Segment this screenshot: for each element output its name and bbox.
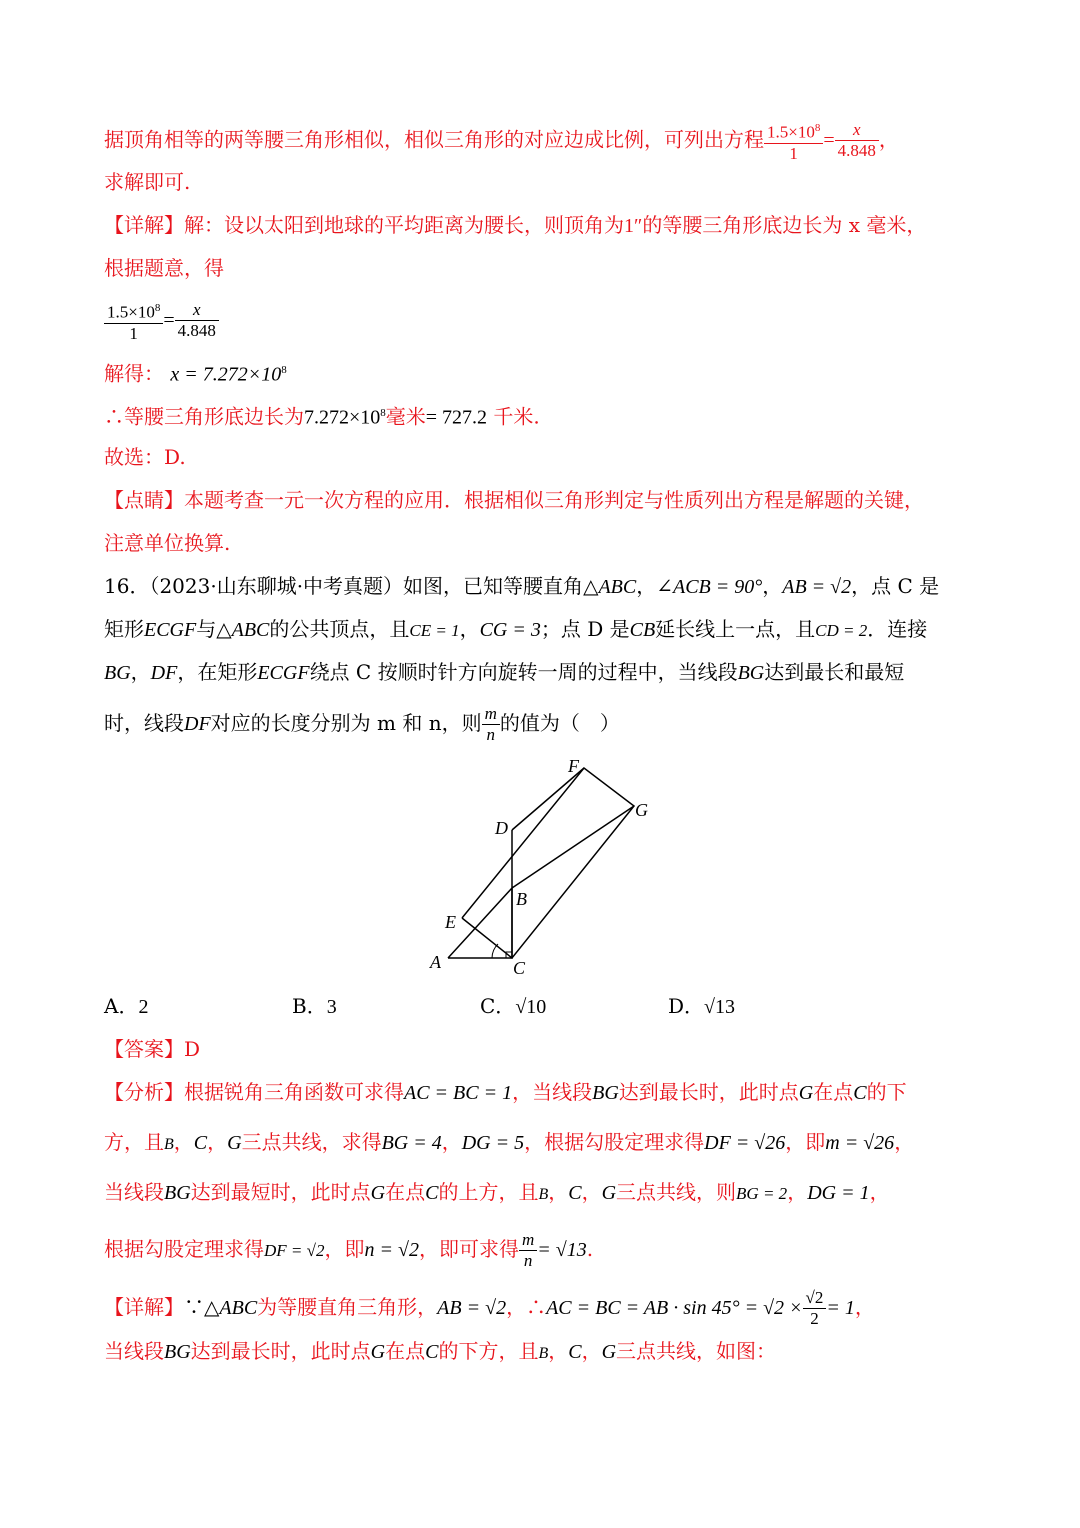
- value: 3: [326, 996, 337, 1018]
- expr: x = 7.272×10: [170, 363, 282, 386]
- t: ．连接: [867, 617, 928, 641]
- option-b[interactable]: [292, 992, 337, 1021]
- tag: 【点睛】: [104, 488, 184, 512]
- t: ，: [548, 1339, 569, 1363]
- t: 三点共线，如图：: [616, 1339, 777, 1363]
- tag: 【分析】: [104, 1080, 184, 1104]
- m: CB: [629, 619, 656, 641]
- m: C: [425, 1182, 439, 1204]
- triangle-ABC: [448, 888, 512, 958]
- label-B: B: [516, 889, 527, 909]
- m: m = √26: [825, 1132, 895, 1154]
- text-span: 千米.: [487, 404, 540, 429]
- expr: 7.272×10: [304, 406, 381, 429]
- t: 达到最长和最短: [764, 660, 905, 684]
- m: G: [370, 1182, 386, 1204]
- t: .: [586, 1237, 594, 1261]
- t: 的下方，且: [438, 1339, 539, 1363]
- m: AC = BC = AB · sin 45° = √2 ×: [546, 1297, 803, 1319]
- m: CE = 1: [409, 621, 460, 640]
- den: 1: [789, 143, 798, 163]
- num: 1.5×10: [767, 122, 815, 142]
- fraction: [835, 120, 879, 161]
- t: ，点 C 是: [851, 574, 940, 598]
- label-E: E: [445, 912, 456, 932]
- label: D．: [668, 994, 705, 1018]
- label-G: G: [635, 800, 648, 820]
- text-span: ∴等腰三角形底边长为: [104, 404, 304, 429]
- m: C: [193, 1132, 208, 1154]
- m: ∠ACB = 90°: [656, 576, 763, 598]
- den: 4.848: [837, 141, 876, 161]
- m: G: [370, 1341, 386, 1363]
- den: n: [486, 725, 495, 744]
- equation-line: [104, 298, 980, 344]
- t: 当线段: [104, 1339, 164, 1363]
- t: ；点 D 是: [540, 617, 630, 641]
- t: ，: [441, 1130, 462, 1154]
- m: AB = √2: [782, 576, 852, 598]
- m: G: [601, 1341, 617, 1363]
- comment-line-2: 注意单位换算.: [104, 531, 231, 555]
- m: BG: [164, 1182, 191, 1204]
- detail-q16-line-2: [104, 1337, 980, 1368]
- label-A: A: [430, 952, 441, 972]
- m: CD = 2: [815, 621, 868, 640]
- conclusion-line: [104, 399, 980, 432]
- analysis-line-3: [104, 1178, 980, 1209]
- m: G: [227, 1132, 242, 1154]
- m: AC = BC = 1: [404, 1082, 513, 1104]
- den: 4.848: [177, 321, 216, 341]
- label: 解得：: [104, 361, 164, 386]
- exp: 8: [814, 122, 821, 134]
- num: x: [175, 300, 219, 321]
- den: 1: [129, 323, 138, 343]
- t: 在点: [385, 1339, 426, 1363]
- t: 对应的长度分别为 m 和 n，则: [210, 711, 482, 735]
- t: ，即可求得: [418, 1237, 519, 1261]
- label: C．: [480, 994, 516, 1018]
- tag: 【详解】: [104, 213, 184, 237]
- m: BG: [737, 662, 765, 684]
- t: ，: [636, 574, 657, 598]
- m: BG = 4: [381, 1132, 442, 1154]
- value: √10: [515, 996, 547, 1018]
- segment-BG: [512, 806, 634, 888]
- m: AB = √2: [437, 1297, 507, 1319]
- answer-line: [104, 1035, 980, 1063]
- m: C: [568, 1182, 582, 1204]
- t: ，在矩形: [177, 660, 258, 684]
- t: 方，且: [104, 1130, 164, 1154]
- m: △ABC: [216, 619, 270, 641]
- value: D: [184, 1037, 201, 1061]
- den: n: [523, 1251, 533, 1270]
- exp: 8: [281, 364, 287, 376]
- value: √13: [704, 996, 736, 1018]
- choice-line: 故选：D.: [104, 445, 186, 469]
- m: DF: [150, 662, 178, 684]
- option-c[interactable]: [480, 992, 546, 1021]
- m: DF = √2: [264, 1241, 325, 1260]
- expr: = 727.2: [425, 406, 488, 429]
- t: 延长线上一点，且: [655, 617, 816, 641]
- t: ，∴: [506, 1295, 547, 1319]
- eq: =: [823, 129, 835, 152]
- t: 为等腰直角三角形，: [257, 1295, 438, 1319]
- exp: 8: [154, 302, 161, 314]
- value: 2: [138, 996, 149, 1018]
- m: DF: [184, 713, 211, 735]
- text-span: 的等腰三角形底边长为 x 毫米，: [642, 213, 927, 237]
- degree: 1″: [624, 215, 643, 237]
- m: BG: [592, 1082, 619, 1104]
- t: ，根据勾股定理求得: [524, 1130, 705, 1154]
- num: x: [835, 120, 879, 141]
- tag: 【答案】: [104, 1037, 184, 1061]
- t: ，: [581, 1339, 602, 1363]
- t: 达到最长时，此时点: [618, 1080, 799, 1104]
- text-span: ，: [878, 127, 899, 152]
- t: 与: [196, 617, 217, 641]
- fraction: [803, 1288, 827, 1329]
- m: DG = 1: [807, 1182, 870, 1204]
- fraction-m-n: [519, 1230, 537, 1271]
- question-line-4: [104, 704, 980, 745]
- m: BG: [104, 662, 131, 684]
- solved-line: [104, 356, 980, 389]
- m: C: [425, 1341, 439, 1363]
- exp: 8: [380, 407, 386, 419]
- t: 绕点 C 按顺时针方向旋转一周的过程中，当线段: [309, 660, 738, 684]
- t: 当线段: [104, 1180, 164, 1204]
- text-span: 解：设以太阳到地球的平均距离为腰长，则顶角为: [184, 213, 624, 237]
- t: ，即: [324, 1237, 365, 1261]
- t: ，: [459, 617, 480, 641]
- m: C: [568, 1341, 582, 1363]
- option-a[interactable]: [104, 992, 148, 1021]
- t: 三点共线，求得: [241, 1130, 382, 1154]
- fraction-m-n: [482, 704, 500, 745]
- label-D: D: [495, 818, 508, 838]
- m: △ABC: [583, 576, 637, 598]
- fraction: [175, 300, 219, 341]
- t: 在点: [385, 1180, 426, 1204]
- m: G: [601, 1182, 617, 1204]
- t: ，: [854, 1295, 875, 1319]
- segment-DF: [512, 768, 584, 830]
- option-d[interactable]: [668, 992, 735, 1021]
- num: m: [519, 1230, 537, 1251]
- m: CG = 3: [479, 619, 541, 641]
- t: 达到最短时，此时点: [190, 1180, 371, 1204]
- t: 根据勾股定理求得: [104, 1237, 264, 1261]
- analysis-line-4: [104, 1230, 980, 1271]
- m: n = √2: [364, 1239, 419, 1261]
- m: DF = √26: [704, 1132, 786, 1154]
- t: 在点: [813, 1080, 854, 1104]
- m: B: [164, 1136, 174, 1153]
- detail-line-1: [104, 211, 980, 240]
- detail-q16-line-1: [104, 1288, 980, 1329]
- t: 时，线段: [104, 711, 184, 735]
- t: 的下: [866, 1080, 907, 1104]
- t: ，: [894, 1130, 915, 1154]
- detail-line-2: 根据题意，得: [104, 256, 224, 280]
- t: ，即: [785, 1130, 826, 1154]
- t: 的上方，且: [438, 1180, 539, 1204]
- comment-line-1: [104, 486, 980, 514]
- t: 根据锐角三角函数可求得: [184, 1080, 404, 1104]
- label: B．: [292, 994, 327, 1018]
- t: 矩形: [104, 617, 144, 641]
- text-span: 本题考查一元一次方程的应用．根据相似三角形判定与性质列出方程是解题的关键，: [184, 488, 924, 512]
- num: m: [482, 704, 500, 725]
- question-line-3: [104, 658, 980, 687]
- m: △ABC: [204, 1297, 258, 1319]
- solution-line-1: [104, 118, 980, 164]
- t: ，: [581, 1180, 602, 1204]
- m: BG = 2: [736, 1184, 788, 1203]
- fraction: [764, 118, 823, 164]
- m: = √13: [537, 1239, 587, 1261]
- t: ∵: [184, 1295, 204, 1319]
- m: ECGF: [257, 662, 310, 684]
- m: G: [798, 1082, 814, 1104]
- m: DG = 5: [461, 1132, 525, 1154]
- analysis-line-1: [104, 1078, 980, 1107]
- solution-line-2: 求解即可.: [104, 170, 191, 194]
- fraction: [104, 298, 163, 344]
- t: ，当线段: [512, 1080, 593, 1104]
- num: 1.5×10: [107, 302, 155, 322]
- label: A．: [104, 994, 139, 1018]
- m: C: [853, 1082, 867, 1104]
- eq: =: [163, 309, 175, 332]
- label-C: C: [513, 958, 526, 978]
- t: ，: [762, 574, 783, 598]
- t: ，: [207, 1130, 228, 1154]
- t: 16．（2023·山东聊城·中考真题）如图，已知等腰直角: [104, 574, 584, 598]
- analysis-line-2: [104, 1128, 980, 1159]
- geometry-figure: [420, 748, 660, 980]
- text-span: 毫米: [385, 404, 426, 429]
- t: ，: [869, 1180, 890, 1204]
- t: 的值为（ ）: [499, 711, 620, 735]
- num: √2: [803, 1288, 827, 1309]
- t: 达到最长时，此时点: [190, 1339, 371, 1363]
- label-F: F: [568, 756, 579, 776]
- m: BG: [164, 1341, 191, 1363]
- question-line-2: [104, 615, 980, 645]
- question-line-1: [104, 572, 980, 601]
- den: 2: [810, 1309, 819, 1328]
- t: 的公共顶点，且: [269, 617, 410, 641]
- m: B: [538, 1186, 549, 1203]
- t: ，: [130, 660, 151, 684]
- t: ，: [548, 1180, 569, 1204]
- m: ECGF: [144, 619, 197, 641]
- text-span: 据顶角相等的两等腰三角形相似，相似三角形的对应边成比例，可列出方程: [104, 127, 764, 152]
- m: = 1: [826, 1297, 855, 1319]
- t: ，: [787, 1180, 808, 1204]
- tag: 【详解】: [104, 1295, 184, 1319]
- t: ，: [173, 1130, 194, 1154]
- t: 三点共线，则: [616, 1180, 737, 1204]
- m: B: [538, 1345, 549, 1362]
